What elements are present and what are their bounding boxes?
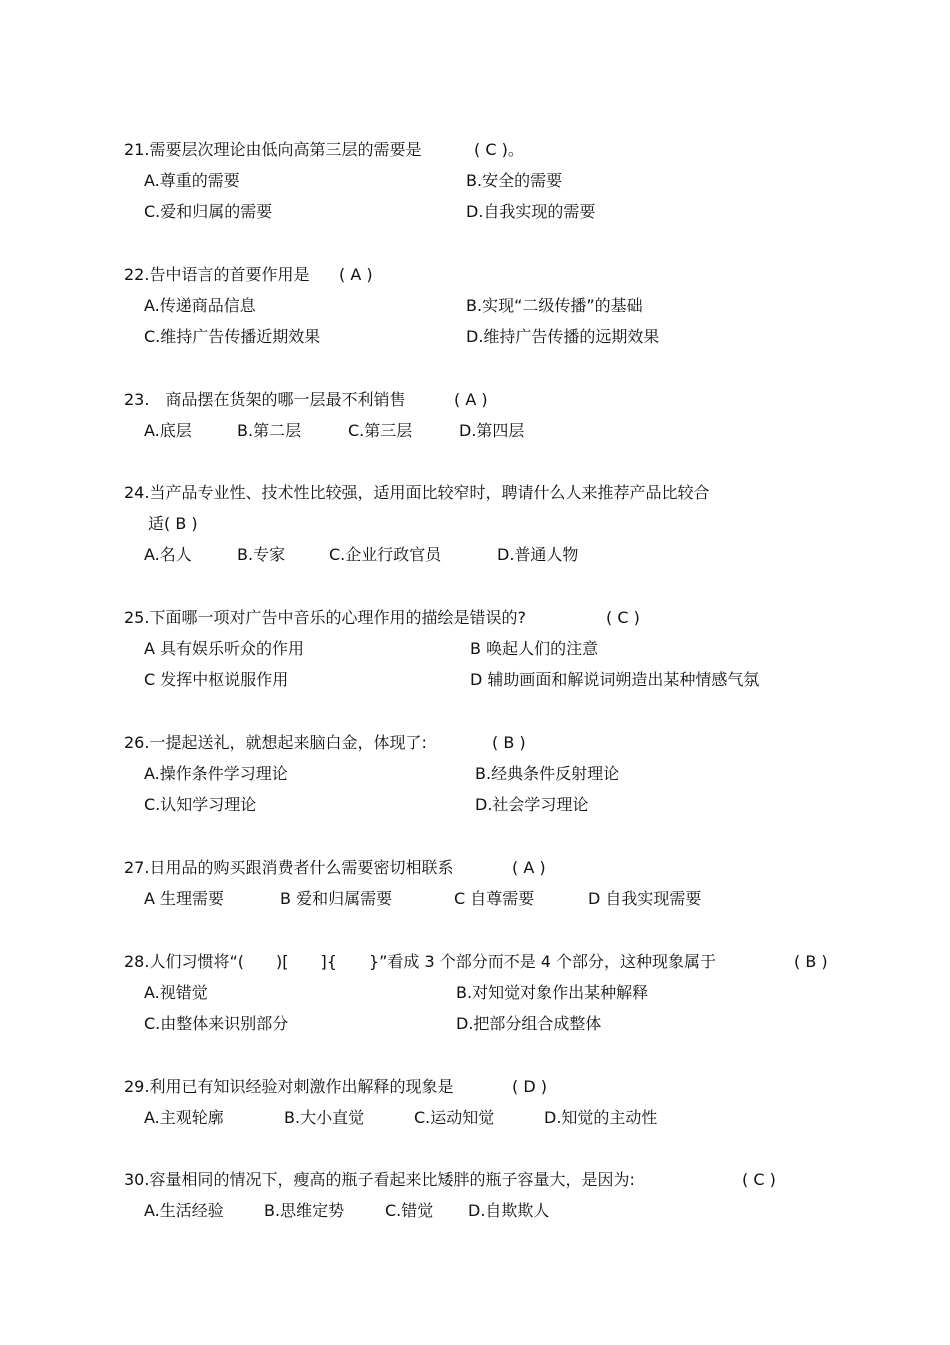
question-answer: ( A ) bbox=[454, 390, 488, 409]
question-29 bbox=[124, 1077, 844, 1139]
option-b: B.实现“二级传播”的基础 bbox=[466, 296, 643, 315]
option-b: B.安全的需要 bbox=[466, 171, 563, 190]
option-a: A 具有娱乐听众的作用 bbox=[144, 639, 305, 658]
option-d: D.社会学习理论 bbox=[475, 795, 589, 814]
question-27 bbox=[124, 858, 844, 920]
question-answer: ( B ) bbox=[794, 952, 828, 971]
option-c: C.错觉 bbox=[385, 1201, 434, 1220]
question-answer: ( B ) bbox=[492, 733, 526, 752]
question-24 bbox=[124, 483, 844, 576]
option-a: A 生理需要 bbox=[144, 889, 225, 908]
option-c: C.由整体来识别部分 bbox=[144, 1014, 289, 1033]
question-answer: ( A ) bbox=[512, 858, 546, 877]
option-a: A.视错觉 bbox=[144, 983, 208, 1002]
option-d: D.把部分组合成整体 bbox=[456, 1014, 602, 1033]
option-c: C 自尊需要 bbox=[454, 889, 535, 908]
question-21 bbox=[124, 140, 844, 233]
question-23 bbox=[124, 390, 844, 452]
question-stem: 23. 商品摆在货架的哪一层最不利销售 bbox=[124, 390, 406, 409]
question-stem: 24.当产品专业性、技术性比较强，适用面比较窄时，聘请什么人来推荐产品比较合 bbox=[124, 483, 710, 502]
question-stem: 22.告中语言的首要作用是 bbox=[124, 265, 310, 284]
option-d: D.知觉的主动性 bbox=[544, 1108, 658, 1127]
option-b: B.对知觉对象作出某种解释 bbox=[456, 983, 649, 1002]
option-b: B.思维定势 bbox=[264, 1201, 345, 1220]
option-d: D.自欺欺人 bbox=[468, 1201, 550, 1220]
option-d: D 辅助画面和解说词朔造出某种情感气氛 bbox=[470, 670, 760, 689]
option-b: B 爱和归属需要 bbox=[280, 889, 393, 908]
option-c: C.第三层 bbox=[348, 421, 413, 440]
question-26 bbox=[124, 733, 844, 826]
option-a: A.名人 bbox=[144, 545, 192, 564]
option-b: B.大小直觉 bbox=[284, 1108, 365, 1127]
option-a: A.尊重的需要 bbox=[144, 171, 240, 190]
option-c: C.爱和归属的需要 bbox=[144, 202, 273, 221]
question-answer: ( C )。 bbox=[474, 140, 524, 159]
option-b: B.第二层 bbox=[237, 421, 302, 440]
question-stem: 29.利用已有知识经验对刺激作出解释的现象是 bbox=[124, 1077, 454, 1096]
question-22 bbox=[124, 265, 844, 358]
option-c: C.维持广告传播近期效果 bbox=[144, 327, 321, 346]
question-answer: 适( B ) bbox=[148, 514, 198, 533]
option-c: C 发挥中枢说服作用 bbox=[144, 670, 289, 689]
option-c: C.认知学习理论 bbox=[144, 795, 257, 814]
question-stem: 27.日用品的购买跟消费者什么需要密切相联系 bbox=[124, 858, 454, 877]
question-30 bbox=[124, 1170, 844, 1232]
option-d: D.自我实现的需要 bbox=[466, 202, 596, 221]
question-answer: ( C ) bbox=[606, 608, 640, 627]
option-d: D 自我实现需要 bbox=[588, 889, 702, 908]
question-answer: ( D ) bbox=[512, 1077, 547, 1096]
option-a: A.操作条件学习理论 bbox=[144, 764, 288, 783]
question-stem: 21.需要层次理论由低向高第三层的需要是 bbox=[124, 140, 422, 159]
question-stem: 26.一提起送礼，就想起来脑白金，体现了: bbox=[124, 733, 427, 752]
option-b: B.经典条件反射理论 bbox=[475, 764, 620, 783]
option-d: D.维持广告传播的远期效果 bbox=[466, 327, 660, 346]
question-answer: ( A ) bbox=[339, 265, 373, 284]
option-b: B.专家 bbox=[237, 545, 286, 564]
question-stem: 25.下面哪一项对广告中音乐的心理作用的描绘是错误的? bbox=[124, 608, 526, 627]
option-a: A.主观轮廓 bbox=[144, 1108, 224, 1127]
option-d: D.普通人物 bbox=[497, 545, 579, 564]
question-answer: ( C ) bbox=[742, 1170, 776, 1189]
question-stem: 30.容量相同的情况下，瘦高的瓶子看起来比矮胖的瓶子容量大，是因为: bbox=[124, 1170, 635, 1189]
question-25 bbox=[124, 608, 844, 701]
option-a: A.生活经验 bbox=[144, 1201, 224, 1220]
question-28 bbox=[124, 952, 844, 1045]
question-stem: 28.人们习惯将“( )[ ]{ }”看成 3 个部分而不是 4 个部分，这种现象属于 bbox=[124, 952, 717, 971]
option-a: A.底层 bbox=[144, 421, 192, 440]
option-b: B 唤起人们的注意 bbox=[470, 639, 599, 658]
option-a: A.传递商品信息 bbox=[144, 296, 256, 315]
option-c: C.企业行政官员 bbox=[329, 545, 442, 564]
option-d: D.第四层 bbox=[459, 421, 525, 440]
option-c: C.运动知觉 bbox=[414, 1108, 495, 1127]
